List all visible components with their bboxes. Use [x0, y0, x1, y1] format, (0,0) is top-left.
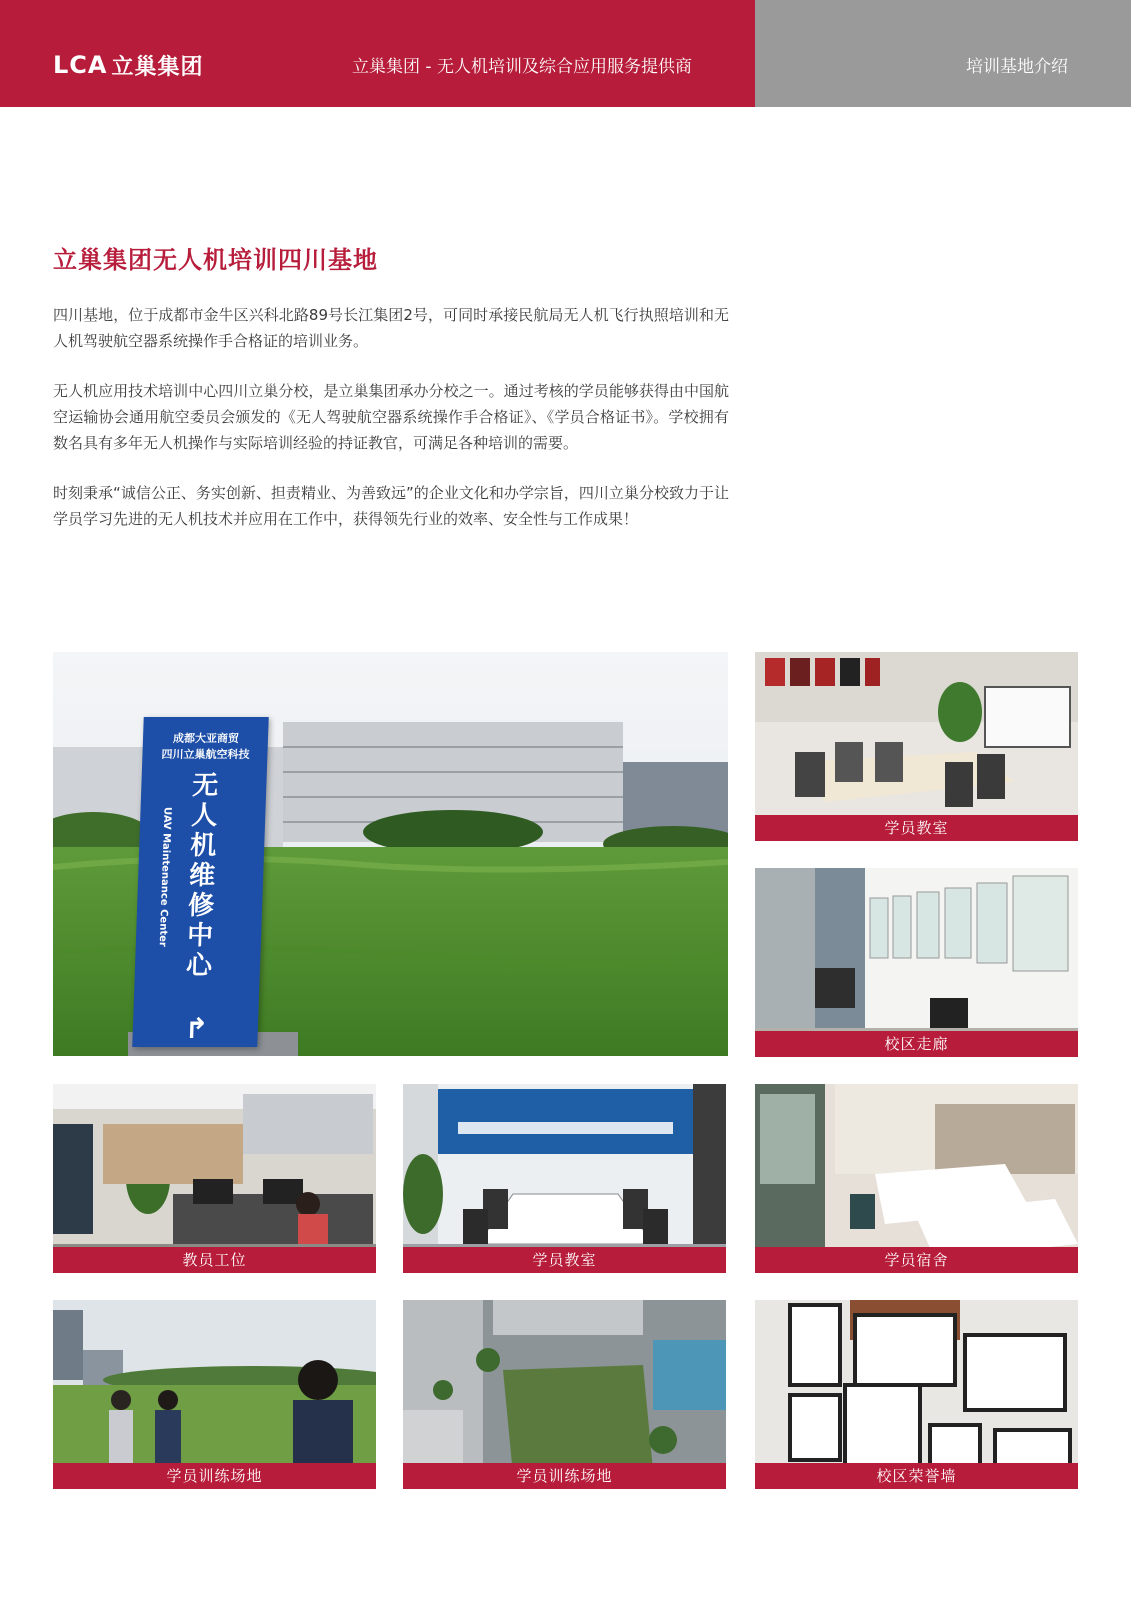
dormitory-illustration [755, 1084, 1078, 1273]
intro-paragraph-location: 四川基地，位于成都市金牛区兴科北路89号长江集团2号，可同时承接民航局无人机飞行执照培训和无人机驾驶航空器系统操作手合格证的培训业务。 [53, 306, 729, 350]
corridor-illustration [755, 868, 1078, 1057]
photo-corridor [755, 868, 1078, 1057]
intro-paragraph-mission: 时刻秉承“诚信公正、务实创新、担责精业、为善致远”的企业文化和办学宗旨，四川立巢分校致力于让学员学习先进的无人机技术并应用在工作中，获得领先行业的效率、安全性与工作成果！ [53, 484, 729, 528]
photo-caption: 学员教室 [403, 1247, 726, 1273]
intro-text [53, 302, 729, 556]
photo-classroom-2 [403, 1084, 726, 1273]
photo-caption: 学员训练场地 [53, 1463, 376, 1489]
intro-paragraph-school: 无人机应用技术培训中心四川立巢分校，是立巢集团承办分校之一。通过考核的学员能够获得由中国航空运输协会通用航空委员会颁发的《无人驾驶航空器系统操作手合格证》、《学员合格证书》。学校拥有数名具有多年无人机操作与实际培训经验的持证教官，可满足各种培训的需要。 [53, 382, 729, 452]
sign-english-text: UAV Maintenance Center [156, 807, 173, 947]
photo-caption: 校区走廊 [755, 1031, 1078, 1057]
sign-company-line2: 四川立巢航空科技 [161, 748, 250, 761]
photo-training-field-1 [53, 1300, 376, 1489]
meeting-room-illustration [403, 1084, 726, 1273]
header-section-bar [755, 0, 1131, 107]
photo-caption: 学员教室 [755, 815, 1078, 841]
header-tagline: 立巢集团 - 无人机培训及综合应用服务提供商 [352, 57, 692, 77]
office-illustration [53, 1084, 376, 1273]
sign-company [150, 731, 261, 763]
logo-name: 立巢集团 [111, 54, 204, 80]
certificates-illustration [755, 1300, 1078, 1489]
photo-caption: 学员训练场地 [403, 1463, 726, 1489]
sign-company-line1: 成都大亚商贸 [172, 732, 240, 745]
training-field-illustration [53, 1300, 376, 1489]
photo-training-field-2 [403, 1300, 726, 1489]
page-header [0, 0, 1131, 107]
main-campus-photo [53, 652, 728, 1056]
photo-caption: 学员宿舍 [755, 1247, 1078, 1273]
sign-title: 无人机维修中心 [185, 771, 219, 981]
photo-caption: 教员工位 [53, 1247, 376, 1273]
photo-dormitory [755, 1084, 1078, 1273]
header-section-title: 培训基地介绍 [966, 57, 1068, 77]
aerial-field-illustration [403, 1300, 726, 1489]
photo-staff-workstations [53, 1084, 376, 1273]
classroom-illustration [755, 652, 1078, 841]
company-logo [53, 49, 204, 81]
page-title: 立巢集团无人机培训四川基地 [53, 246, 378, 274]
photo-honor-wall [755, 1300, 1078, 1489]
photo-caption: 校区荣誉墙 [755, 1463, 1078, 1489]
photo-classroom [755, 652, 1078, 841]
turn-arrow-icon: ↱ [184, 1012, 209, 1045]
direction-sign [132, 717, 269, 1047]
logo-mark: LCA [53, 51, 108, 79]
